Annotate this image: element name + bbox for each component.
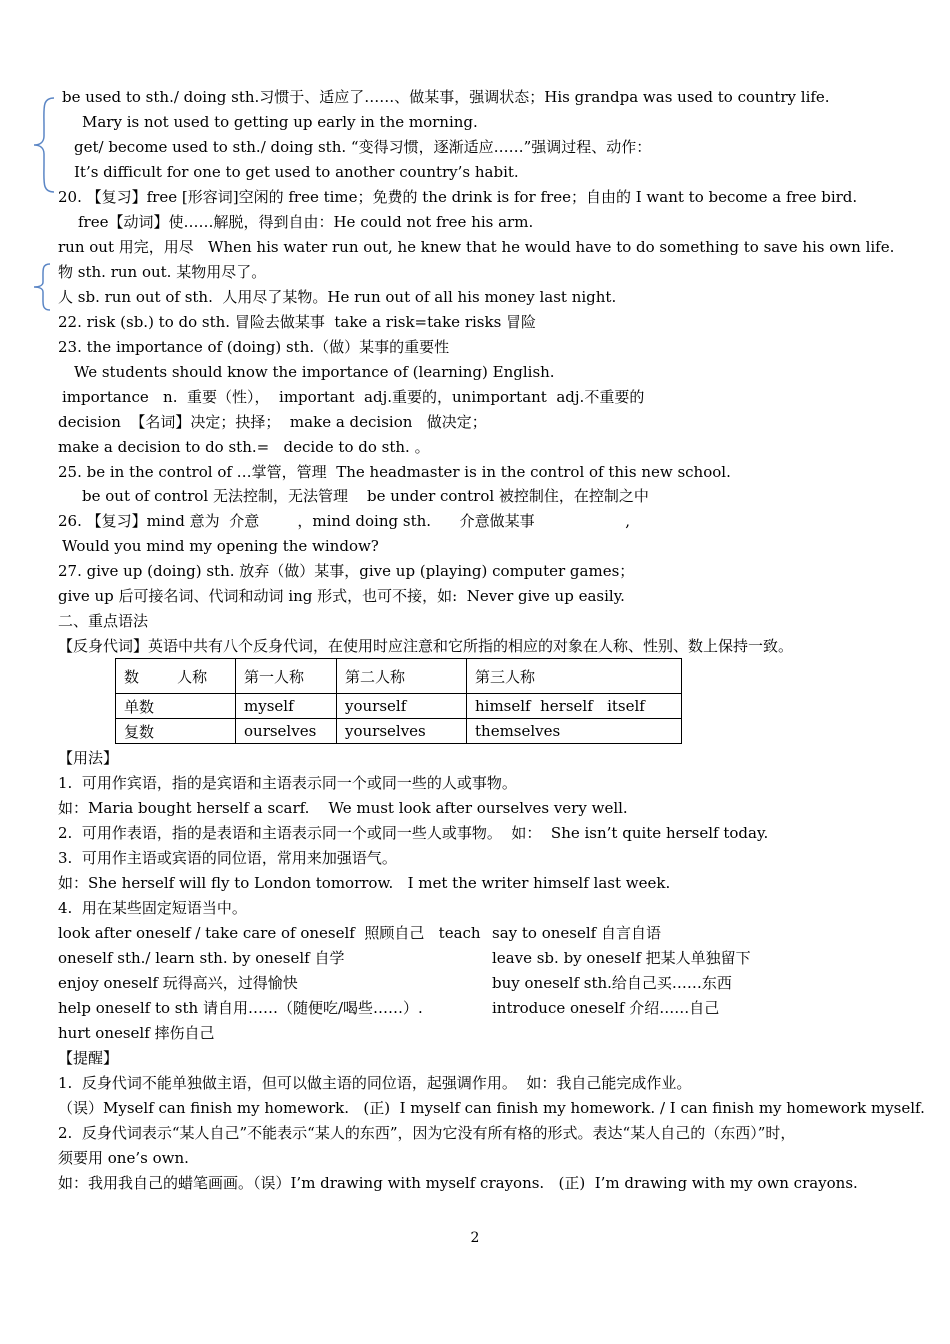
text-line: 4. 用在某些固定短语当中。 (58, 899, 247, 917)
text-line: 人 sb. run out of sth. 人用尽了某物。He run out of all his money last night. (58, 288, 617, 306)
reflexive-pronoun-table (115, 658, 682, 744)
text-line: 23. the importance of (doing) sth.（做）某事的重要性 (58, 338, 450, 356)
text-line: make a decision to do sth.= decide to do sth. 。 (58, 438, 430, 456)
table-cell: 复数 (116, 719, 236, 744)
text-line: 如：Maria bought herself a scarf. We must look after ourselves very well. (58, 799, 628, 817)
phrase-left: hurt oneself 摔伤自己 (58, 1024, 215, 1042)
page-number: 2 (470, 1230, 480, 1246)
table-row (116, 719, 682, 744)
table-cell: 第三人称 (467, 659, 682, 694)
table-cell: yourselves (337, 719, 467, 744)
phrase-right: introduce oneself 介绍……自己 (492, 999, 720, 1017)
text-line: free【动词】使……解脱，得到自由：He could not free his arm. (78, 213, 534, 231)
phrase-right: leave sb. by oneself 把某人单独留下 (492, 949, 751, 967)
table-cell: ourselves (236, 719, 337, 744)
phrase-left: help oneself to sth 请自用……（随便吃/喝些……）. (58, 999, 423, 1017)
phrase-left: enjoy oneself 玩得高兴，过得愉快 (58, 974, 298, 992)
section-heading: 二、重点语法 (58, 612, 149, 630)
text-line: give up 后可接名词、代词和动词 ing 形式，也可不接，如: Never give up easily. (58, 587, 625, 605)
text-line: 物 sth. run out. 某物用尽了。 (58, 263, 267, 281)
text-line: 22. risk (sb.) to do sth. 冒险去做某事 take a risk=take risks 冒险 (58, 313, 537, 331)
text-line: Mary is not used to getting up early in the morning. (82, 113, 478, 131)
phrase-left: look after oneself / take care of oneself 照顾自己 teach (58, 924, 481, 942)
table-cell: himself herself itself (467, 694, 682, 719)
table-cell: 第二人称 (337, 659, 467, 694)
text-line: 如：我用我自己的蜡笔画画。（误）I’m drawing with myself crayons. (正) I’m drawing with my own crayons. (58, 1174, 858, 1192)
text-line: 【提醒】 (58, 1049, 119, 1067)
text-line: 25. be in the control of …掌管，管理 The headmaster is in the control of this new school. (58, 463, 731, 481)
text-line: 2. 可用作表语，指的是表语和主语表示同一个或同一些人或事物。 如： She isn’t quite herself today. (58, 824, 769, 842)
text-line: Would you mind my opening the window? (62, 537, 379, 555)
text-line: 须要用 one’s own. (58, 1149, 189, 1167)
text-line: 【用法】 (58, 749, 119, 767)
text-line: 27. give up (doing) sth. 放弃（做）某事，give up (playing) computer games； (58, 562, 635, 580)
text-line: 【反身代词】英语中共有八个反身代词，在使用时应注意和它所指的相应的对象在人称、性别、数上保持一致。 (58, 637, 794, 655)
text-line: 3. 可用作主语或宾语的同位语，常用来加强语气。 (58, 849, 397, 867)
text-line: 1. 可用作宾语，指的是宾语和主语表示同一个或同一些的人或事物。 (58, 774, 517, 792)
text-line: 1. 反身代词不能单独做主语，但可以做主语的同位语，起强调作用。 如：我自己能完成作业。 (58, 1074, 692, 1092)
table-cell: 数 人称 (116, 659, 236, 694)
brace-run-out (32, 262, 54, 312)
phrase-right: buy oneself sth.给自己买……东西 (492, 974, 732, 992)
table-cell: 单数 (116, 694, 236, 719)
text-line: get/ become used to sth./ doing sth. “变得习惯，逐渐适应……”强调过程、动作： (74, 138, 652, 156)
phrase-left: oneself sth./ learn sth. by oneself 自学 (58, 949, 345, 967)
text-line: be used to sth./ doing sth.习惯于、适应了……、做某事，强调状态；His grandpa was used to country life. (62, 88, 830, 106)
text-line: importance n. 重要（性）， important adj.重要的，unimportant adj.不重要的 (62, 388, 645, 406)
brace-used-to (32, 96, 58, 194)
table-row (116, 694, 682, 719)
text-line: 20. 【复习】free [形容词]空闲的 free time；免费的 the drink is for free；自由的 I want to become a free bird. (58, 188, 858, 206)
text-line: run out 用完，用尽 When his water run out, he knew that he would have to do something to save his own life. (58, 238, 895, 256)
text-line: decision 【名词】决定；抉择； make a decision 做决定； (58, 413, 487, 431)
text-line: 如：She herself will fly to London tomorrow. I met the writer himself last week. (58, 874, 671, 892)
table-cell: yourself (337, 694, 467, 719)
phrase-right: say to oneself 自言自语 (492, 924, 661, 942)
text-line: It’s difficult for one to get used to another country’s habit. (74, 163, 519, 181)
text-line: 2. 反身代词表示“某人自己”不能表示“某人的东西”，因为它没有所有格的形式。表达“某人自己的（东西）”时， (58, 1124, 796, 1142)
text-line: We students should know the importance of (learning) English. (74, 363, 555, 381)
table-cell: 第一人称 (236, 659, 337, 694)
table-cell: myself (236, 694, 337, 719)
table-header-row (116, 659, 682, 694)
text-line: 26. 【复习】mind 意为 介意 ，mind doing sth. 介意做某事 , (58, 512, 630, 530)
table-cell: themselves (467, 719, 682, 744)
text-line: be out of control 无法控制，无法管理 be under control 被控制住，在控制之中 (82, 487, 649, 505)
text-line: （误）Myself can finish my homework. (正) I myself can finish my homework. / I can finish my homework myself. (58, 1099, 925, 1117)
